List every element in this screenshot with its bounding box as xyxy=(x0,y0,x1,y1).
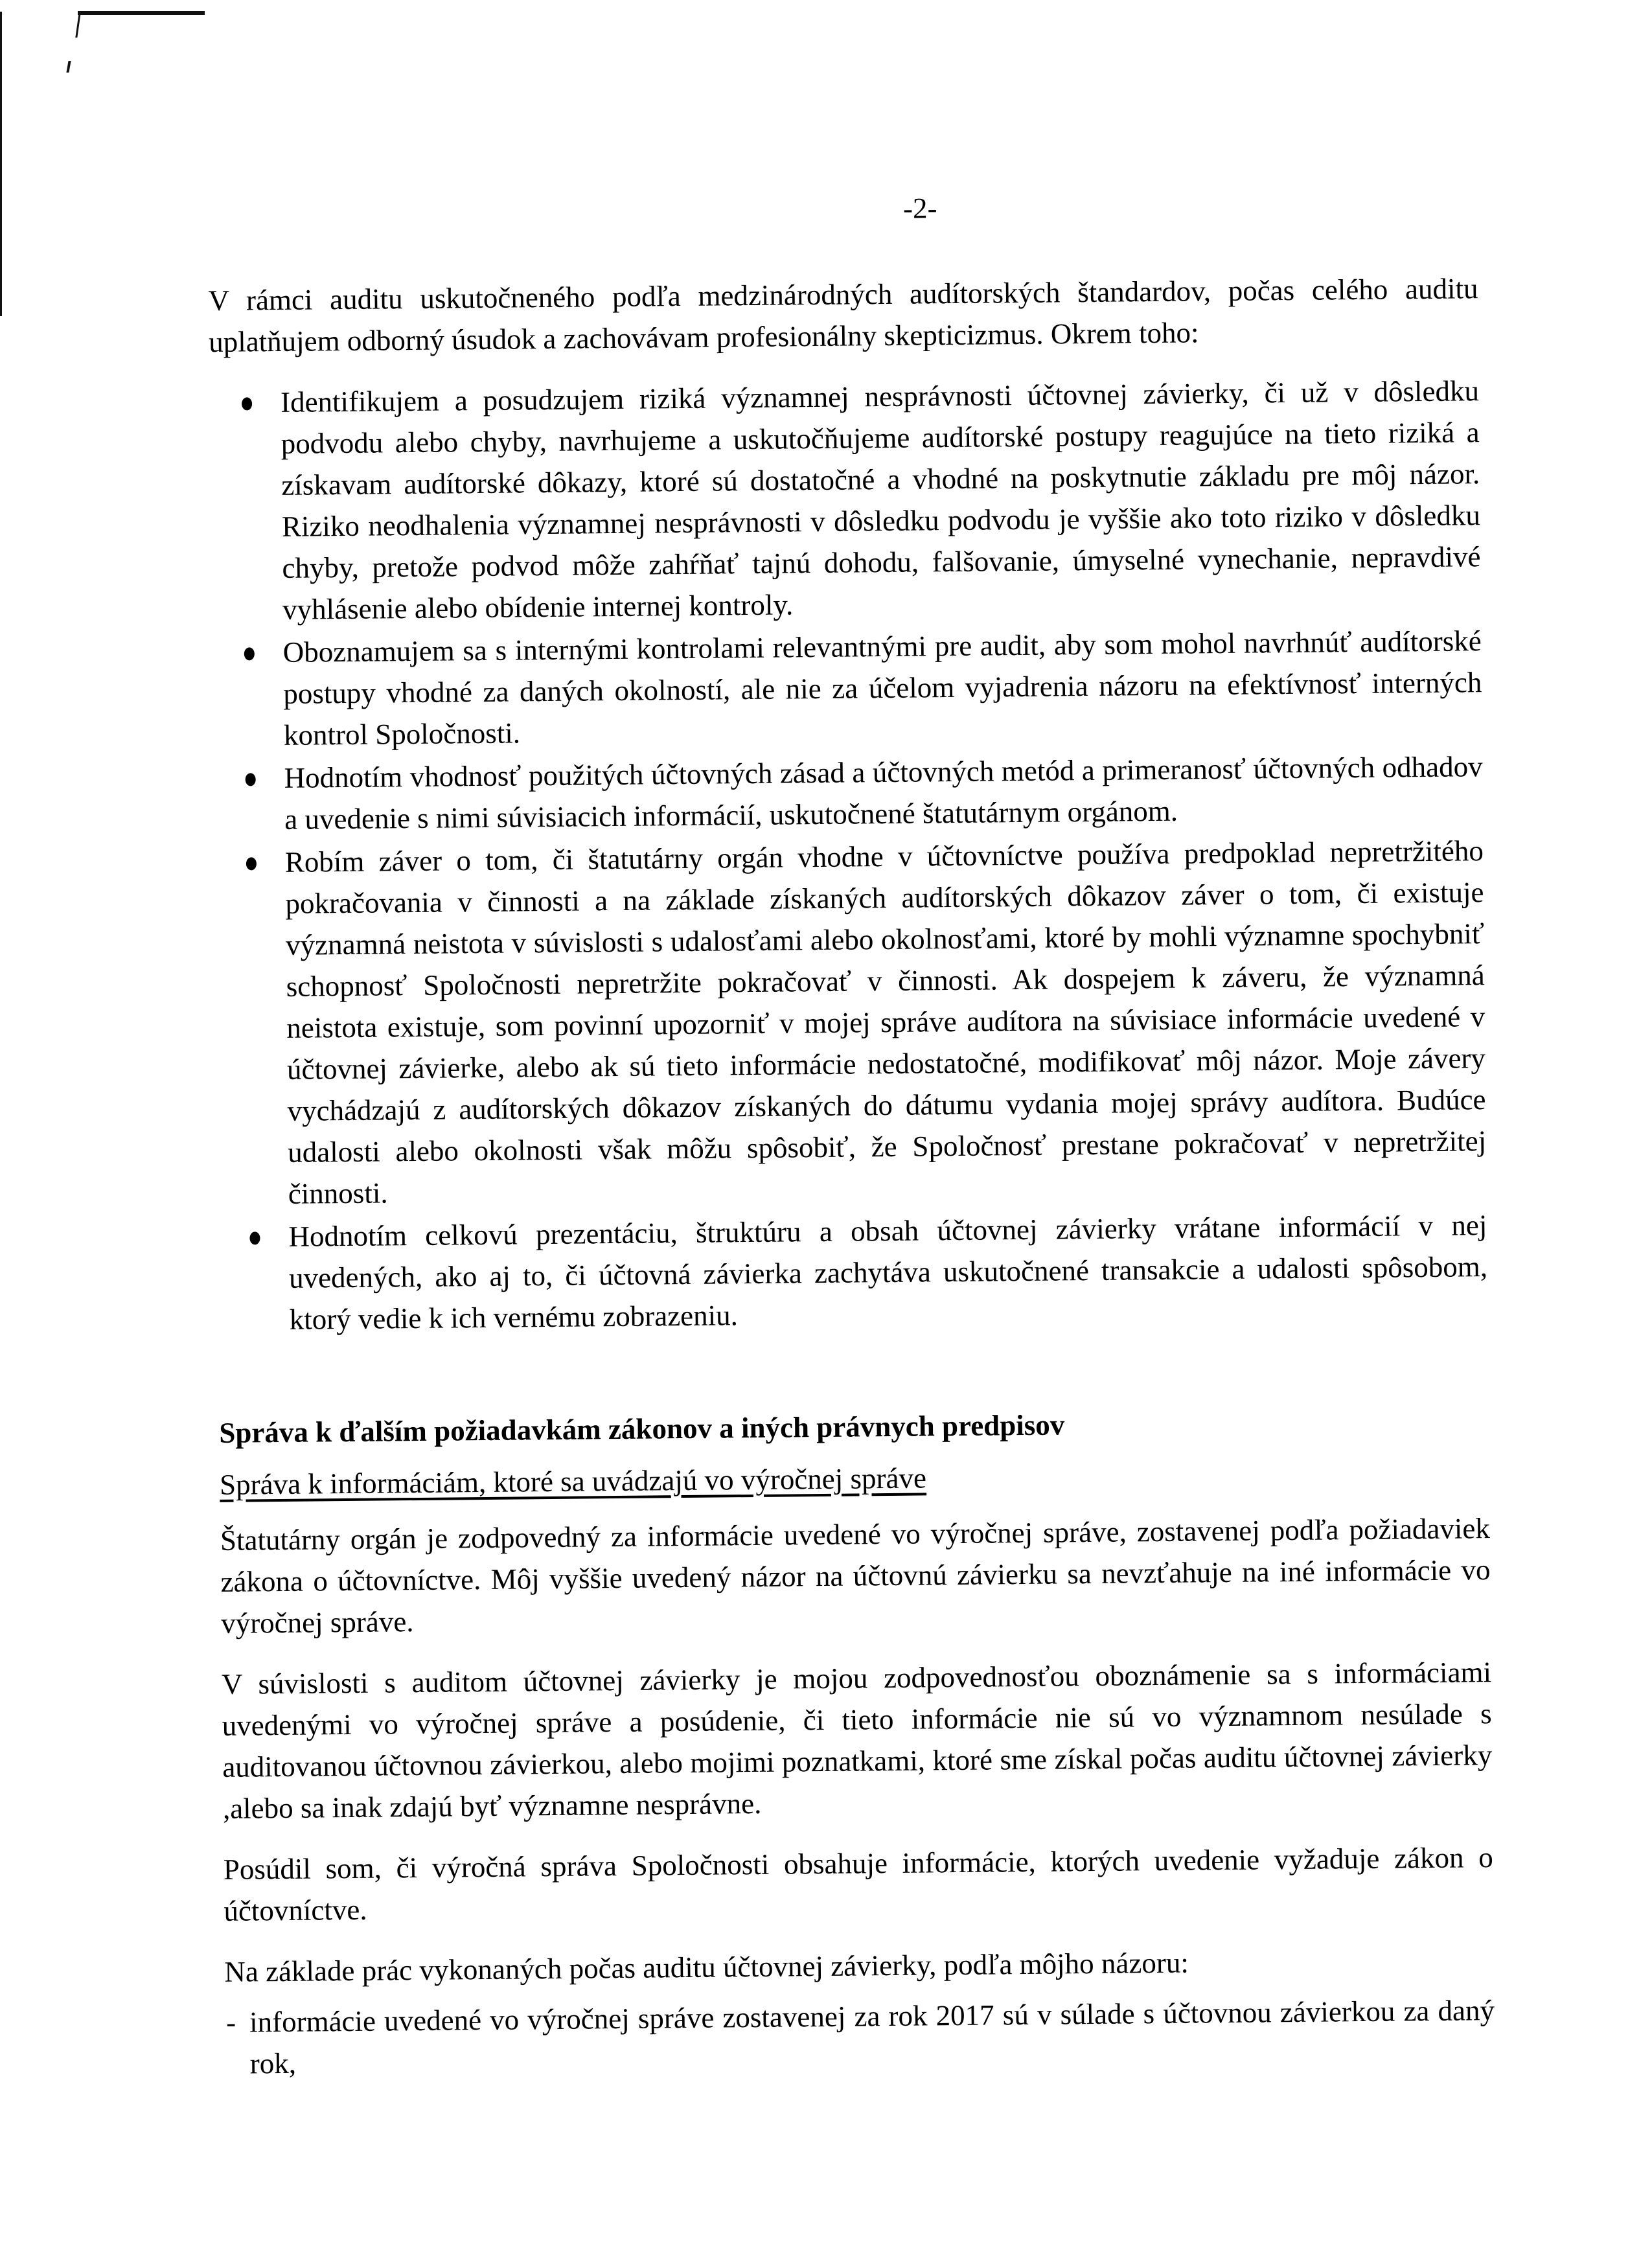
bullet-icon xyxy=(246,773,256,786)
bullet-icon xyxy=(242,397,252,410)
dash-marker: - xyxy=(225,2006,236,2039)
subsection-heading: Správa k informáciám, ktoré sa uvádzajú vo výročnej správe xyxy=(219,1461,927,1501)
list-item-text: Hodnotím vhodnosť použitých účtovných zásad a účtovných metód a primeranosť účtovných odhadov a uvedenie s nimi súvisiacich informácií, uskutočnené štatutárnym orgánom. xyxy=(284,750,1483,836)
opinion-list xyxy=(225,1989,1495,2085)
list-item-text: informácie uvedené vo výročnej správe zostavenej za rok 2017 sú v súlade s účtovnou závierkou za daný rok, xyxy=(249,1994,1495,2080)
document-page xyxy=(207,182,1495,2085)
intro-paragraph: V rámci auditu uskutočneného podľa medzinárodných audítorských štandardov, počas celého auditu uplatňujem odborný úsudok a zachovávam profesionálny skepticizmus. Okrem toho: xyxy=(208,272,1478,358)
paragraph-auditor-duty: V súvislosti s auditom účtovnej závierky je mojou zodpovednosťou oboznámenie sa s informáciami uvedenými vo výročnej správe a posúdenie, či tieto informácie nie sú vo významnom nesúlade s auditovanou účtovnou závierkou, alebo mojimi poznatkami, ktoré sme získal počas auditu účtovnej závierky ,alebo sa inak zdajú byť významne nesprávne. xyxy=(221,1656,1493,1825)
paragraph-opinion-intro: Na základe prác vykonaných počas auditu účtovnej závierky, podľa môjho názoru: xyxy=(224,1946,1189,1988)
scan-edge-left xyxy=(0,12,2,316)
list-item-text: Robím záver o tom, či štatutárny orgán vhodne v účtovníctve používa predpoklad nepretržitého pokračovania v činnosti a na základe získaných audítorských dôkazov záver o tom, či existuje významná neistota v súvislosti s udalosťami alebo okolnosťami, ktoré by mohli významne spochybniť schopnosť Spoločnosti nepretržite pokračovať v činnosti. Ak dospejem k záveru, že významná neistota existuje, som povinní upozorniť v mojej správe audítora na súvisiace informácie uvedené v účtovnej závierke, alebo ak sú tieto informácie nedostatočné, modifikovať môj názor. Moje závery vychádzajú z audítorských dôkazov získaných do dátumu vydania mojej správy audítora. Budúce udalosti alebo okolnosti však môžu spôsobiť, že Spoločnosť prestane pokračovať v nepretržitej činnosti. xyxy=(284,834,1487,1210)
audit-procedures-list xyxy=(209,370,1488,1341)
list-item xyxy=(214,830,1487,1215)
bullet-icon xyxy=(244,647,255,660)
scan-corner-mark xyxy=(78,11,205,15)
bullet-icon xyxy=(249,1231,260,1244)
list-item xyxy=(211,620,1482,757)
scan-artifact-mark xyxy=(66,61,71,73)
list-item xyxy=(212,746,1483,841)
list-item-text: Identifikujem a posudzujem riziká významnej nesprávnosti účtovnej závierky, či už v dôsledku podvodu alebo chyby, navrhujeme a uskutočňujeme audítorské postupy reagujúce na tieto riziká a získavam audítorské dôkazy, ktoré sú dostatočné a vhodné na poskytnutie základu pre môj názor. Riziko neodhalenia významnej nesprávnosti v dôsledku podvodu je vyššie ako toto riziko v dôsledku chyby, pretože podvod môže zahŕňať tajnú dohodu, falšovanie, úmyselné vynechanie, nepravdivé vyhlásenie alebo obídenie internej kontroly. xyxy=(280,374,1481,626)
scan-corner-stem xyxy=(75,13,80,38)
list-item xyxy=(217,1204,1488,1341)
list-item xyxy=(225,1989,1495,2085)
paragraph-responsibility: Štatutárny orgán je zodpovedný za informácie uvedené vo výročnej správe, zostavenej podľa požiadaviek zákona o účtovníctve. Môj vyššie uvedený názor na účtovnú závierku sa nevzťahuje na iné informácie vo výročnej správe. xyxy=(220,1512,1491,1640)
paragraph-assessment: Posúdil som, či výročná správa Spoločnosti obsahuje informácie, ktorých uvedenie vyžaduje zákon o účtovníctve. xyxy=(223,1841,1493,1927)
list-item xyxy=(209,370,1482,631)
list-item-text: Hodnotím celkovú prezentáciu, štruktúru a obsah účtovnej závierky vrátane informácií v nej uvedených, ako aj to, či účtovná závierka zachytáva uskutočnené transakcie a udalosti spôsobom, ktorý vedie k ich vernému zobrazeniu. xyxy=(288,1209,1488,1336)
page-number: -2- xyxy=(902,192,937,225)
list-item-text: Oboznamujem sa s internými kontrolami relevantnými pre audit, aby som mohol navrhnúť audítorské postupy vhodné za daných okolností, ale nie za účelom vyjadrenia názoru na efektívnosť interných kontrol Spoločnosti. xyxy=(282,624,1482,751)
bullet-icon xyxy=(246,857,257,870)
section-heading: Správa k ďalším požiadavkám zákonov a iných právnych predpisov xyxy=(219,1408,1065,1449)
